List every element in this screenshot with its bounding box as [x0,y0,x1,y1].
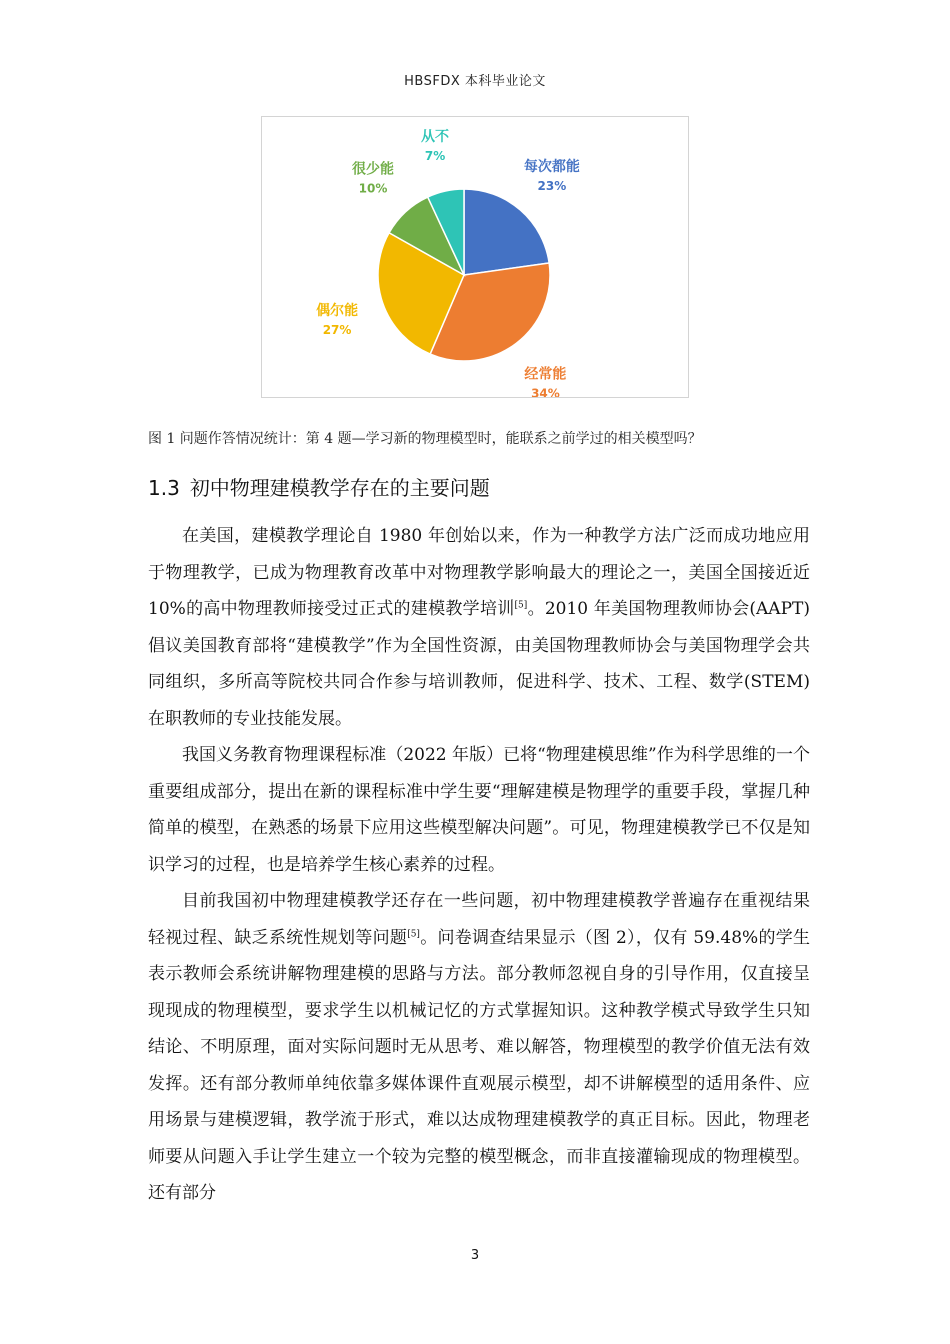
page-number: 3 [470,1248,480,1263]
pie-value-label: 10% [358,181,388,196]
figure-caption: 图 1 问题作答情况统计：第 4 题—学习新的物理模型时，能联系之前学过的相关模型吗？ [148,431,702,447]
pie-value-label: 7% [424,149,446,164]
body-text [148,518,810,1212]
pie-label-1 [524,158,580,193]
paragraph-1-text-a: 在美国，建模教学理论自 1980 年创始以来，作为一种教学方法广泛而成功地应用于物理教学，已成为物理教育改革中对物理教学影响最大的理论之一，美国全国接近近 10%的高中物理教师接受过正式的建模教学培训 [148,526,810,619]
paragraph-1-text-b: 。2010 年美国物理教师协会(AAPT) 倡议美国教育部将“建模教学”作为全国性资源，由美国物理教师协会与美国物理学会共同组织，多所高等院校共同合作参与培训教师，促进科学、技术、工程、数学(STEM) 在职教师的专业技能发展。 [148,599,810,729]
citation: [5] [407,928,420,939]
pie-category-label: 每次都能 [523,158,580,175]
pie-value-label: 34% [531,386,560,397]
pie-value-label: 23% [537,178,567,193]
section-heading [148,472,490,501]
pie-category-label: 偶尔能 [316,302,359,319]
page-header: HBSFDX 本科毕业论文 [404,74,546,89]
pie-category-label: 经常能 [524,366,567,383]
paragraph-1 [148,518,810,737]
paragraph-3-text-b: 。问卷调查结果显示（图 2），仅有 59.48%的学生表示教师会系统讲解物理建模的思路与方法。部分教师忽视自身的引导作用，仅直接呈现现成的物理模型，要求学生以机械记忆的方式掌握知识。这种教学模式导致学生只知结论、不明原理，面对实际问题时无从思考、难以解答，物理模型的教学价值无法有效发挥。还有部分教师单纯依靠多媒体课件直观展示模型，却不讲解模型的适用条件、应用场景与建模逻辑，教学流于形式，难以达成物理建模教学的真正目标。因此，物理老师要从问题入手让学生建立一个较为完整的模型概念，而非直接灌输现成的物理模型。还有部分 [148,927,811,1203]
paragraph-3-text-a: 目前我国初中物理建模教学还存在一些问题，初中物理建模教学普遍存在重视结果轻视过程、缺乏系统性规划等问题 [148,891,810,948]
paragraph-3 [148,883,810,1212]
paragraph-2: 我国义务教育物理课程标准（2022 年版）已将“物理建模思维”作为科学思维的一个重要组成部分，提出在新的课程标准中学生要“理解建模是物理学的重要手段，掌握几种简单的模型，在熟悉的场景下应用这些模型解决问题”。可见，物理建模教学已不仅是知识学习的过程，也是培养学生核心素养的过程。 [148,745,810,875]
pie-label-3 [316,302,358,337]
citation: [5] [514,600,528,611]
pie-slice-1 [464,189,549,275]
pie-category-label: 从不 [421,129,450,146]
section-number: 1.3 [148,476,180,500]
pie-label-5 [421,129,449,163]
section-title: 初中物理建模教学存在的主要问题 [189,476,490,500]
pie-value-label: 27% [322,322,352,337]
pie-chart-frame [261,116,689,398]
pie-chart [262,117,688,397]
pie-category-label: 很少能 [352,161,395,178]
pie-label-4 [352,161,394,196]
pie-label-2 [524,365,566,397]
